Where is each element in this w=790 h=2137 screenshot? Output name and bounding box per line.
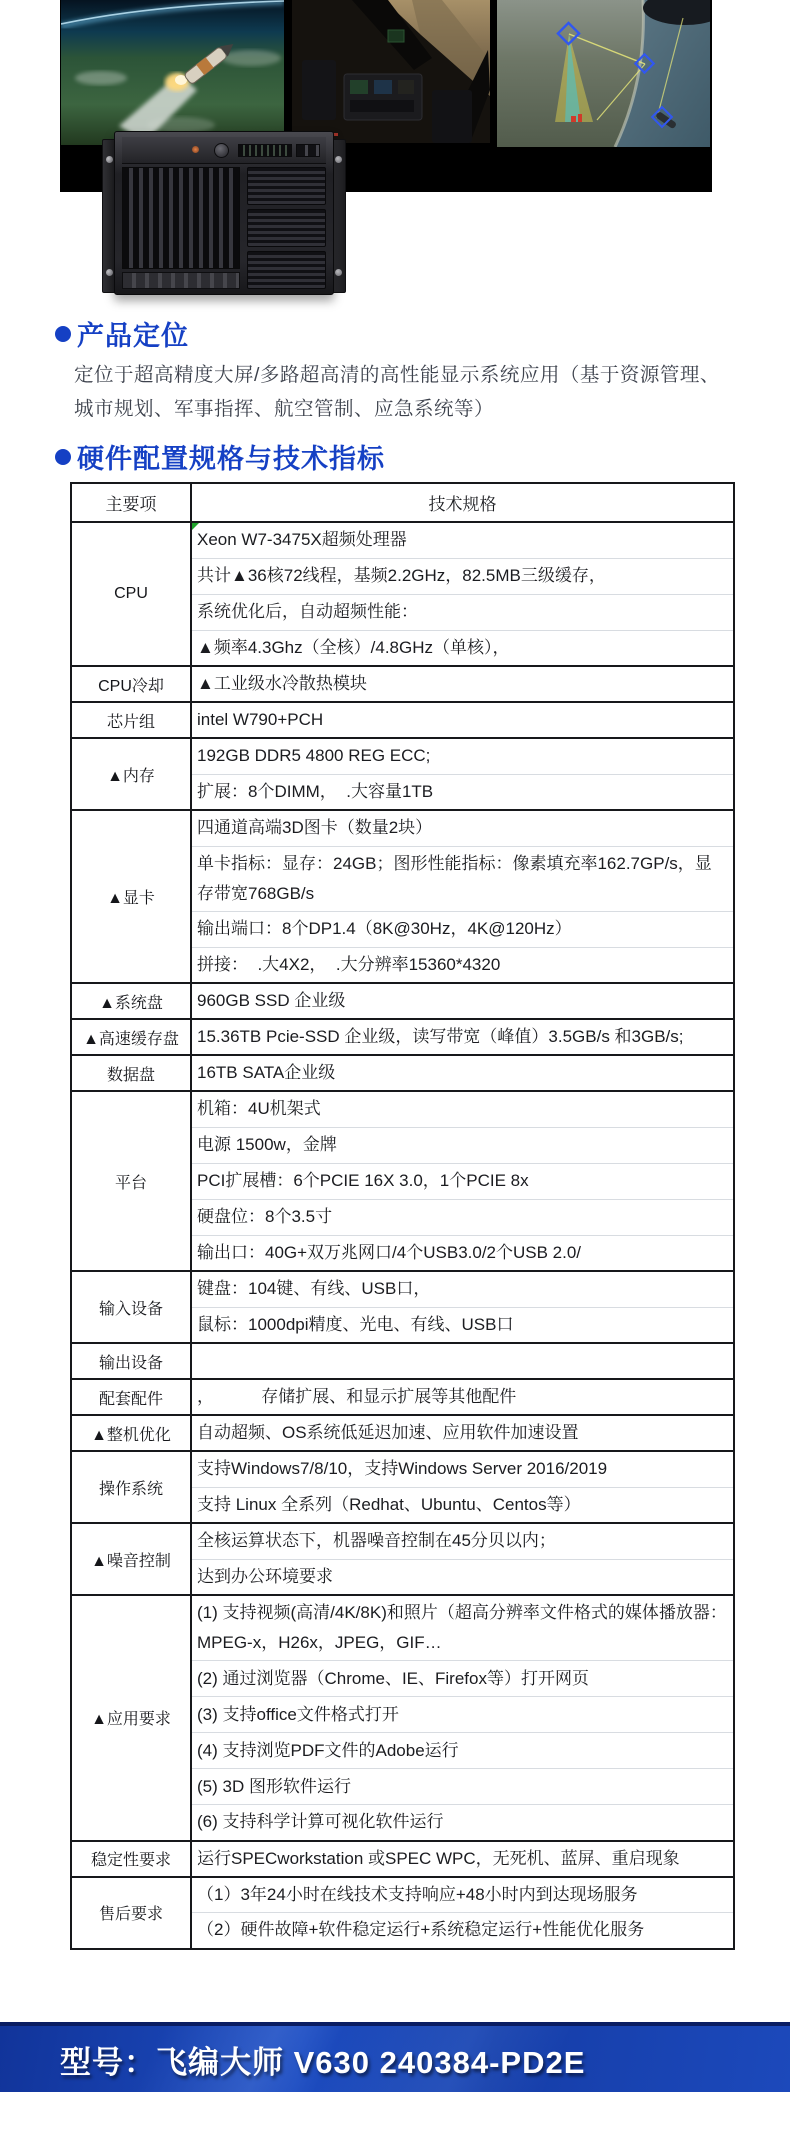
spec-value-cell: 输出端口：8个DP1.4（8K@30Hz，4K@120Hz） <box>197 919 572 938</box>
spec-value-cell: 全核运算状态下，机器噪音控制在45分贝以内； <box>197 1531 556 1551</box>
spec-group <box>71 702 734 738</box>
vent-grille <box>122 167 240 269</box>
spec-value-cell <box>191 1343 734 1379</box>
spec-value-cell: (2) 通过浏览器（Chrome、IE、Firefox等）打开网页 <box>197 1668 589 1688</box>
table-row <box>71 1451 734 1487</box>
specs-section-title <box>55 437 385 476</box>
spec-group <box>71 1055 734 1091</box>
table-row <box>71 666 734 702</box>
spec-value-cell: 支持Windows7/8/10，支持Windows Server 2016/2019 <box>197 1459 608 1479</box>
column-header-item: 主要项 <box>71 483 191 522</box>
drive-bay <box>247 251 326 289</box>
spec-group <box>71 1523 734 1595</box>
spec-value-cell: 扩展：8个DIMM， .大容量1TB <box>197 781 434 801</box>
table-row <box>71 1415 734 1451</box>
spec-group <box>71 1451 734 1523</box>
spec-value-cell: 四通道高端3D图卡（数量2块） <box>197 818 433 838</box>
drive-bay <box>247 167 326 205</box>
spec-group <box>71 1019 734 1055</box>
table-row <box>71 1055 734 1091</box>
table-row <box>71 983 734 1019</box>
spec-value-cell: 硬盘位：8个3.5寸 <box>197 1207 333 1226</box>
spec-item-cell: ▲内存 <box>71 738 191 810</box>
spec-value-cell: （1）3年24小时在线技术支持响应+48小时内到达现场服务 <box>197 1884 638 1904</box>
spec-item-cell: 输出设备 <box>71 1343 191 1379</box>
spec-item-cell: 平台 <box>71 1091 191 1271</box>
spec-group <box>71 1091 734 1271</box>
spec-value-cell: 输出口：40G+双万兆网口/4个USB3.0/2个USB 2.0/ <box>197 1242 582 1262</box>
spec-value-cell: 鼠标：1000dpi精度、光电、有线、USB口 <box>197 1314 514 1334</box>
bullet-icon <box>55 449 71 465</box>
spec-value-cell: 拼接： .大4X2， .大分辨率15360*4320 <box>197 954 501 974</box>
spec-value-cell: （2）硬件故障+软件稳定运行+系统稳定运行+性能优化服务 <box>197 1920 645 1940</box>
spec-group <box>71 1841 734 1877</box>
section-title-text: 硬件配置规格与技术指标 <box>77 444 385 474</box>
spec-group <box>71 1415 734 1451</box>
spec-group <box>71 666 734 702</box>
power-led <box>192 146 199 153</box>
spec-item-cell: 输入设备 <box>71 1271 191 1343</box>
bullet-icon <box>55 326 71 342</box>
spec-value-cell: (4) 支持浏览PDF文件的Adobe运行 <box>197 1740 459 1760</box>
drive-bay <box>247 209 326 247</box>
chassis-top-panel <box>122 137 326 164</box>
table-row <box>71 1343 734 1379</box>
spec-value-cell: 单卡指标：显存：24GB；图形性能指标：像素填充率162.7GP/s，显存带宽768GB/s <box>197 853 712 903</box>
positioning-section-title <box>55 314 189 353</box>
spec-item-cell: ▲噪音控制 <box>71 1523 191 1595</box>
spec-item-cell: CPU冷却 <box>71 666 191 702</box>
spec-value-cell: 机箱：4U机架式 <box>197 1099 321 1119</box>
status-leds <box>238 144 292 157</box>
spec-value-cell: ▲频率4.3Ghz（全核）/4.8GHz（单核）， <box>197 637 510 657</box>
spec-value-cell: Xeon W7-3475X超频处理器 <box>191 522 734 558</box>
spec-value-cell: (1) 支持视频(高清/4K/8K)和照片（超高分辨率文件格式的媒体播放器：MPEG-x，H26x，JPEG，GIF… <box>197 1603 727 1652</box>
spec-value-cell: 自动超频、OS系统低延迟加速、应用软件加速设置 <box>197 1423 579 1442</box>
table-row <box>71 1523 734 1559</box>
spec-value-cell: 支持 Linux 全系列（Redhat、Ubuntu、Centos等） <box>197 1494 581 1514</box>
spec-item-cell: 配套配件 <box>71 1379 191 1415</box>
table-row <box>71 1877 734 1913</box>
spec-value-cell: 达到办公环境要求 <box>197 1566 333 1586</box>
model-number-text: 型号：飞编大师 V630 240384-PD2E <box>60 2044 586 2080</box>
model-banner <box>0 2022 790 2092</box>
spec-item-cell: 芯片组 <box>71 702 191 738</box>
spec-value-cell: 系统优化后，自动超频性能： <box>197 602 418 621</box>
spec-value-cell: 192GB DDR5 4800 REG ECC; <box>197 746 431 766</box>
spec-item-cell: 稳定性要求 <box>71 1841 191 1877</box>
spec-item-cell: CPU <box>71 522 191 666</box>
spec-value-cell: 16TB SATA企业级 <box>197 1063 336 1082</box>
spec-value-cell: 共计▲36核72线程，基频2.2GHz，82.5MB三级缓存， <box>197 566 606 585</box>
table-row <box>71 522 734 558</box>
spec-value-cell: 键盘：104键、有线、USB口， <box>197 1279 431 1299</box>
spec-group <box>71 983 734 1019</box>
spec-item-cell: 数据盘 <box>71 1055 191 1091</box>
spec-table <box>70 482 735 1950</box>
table-row <box>71 1019 734 1055</box>
spec-value-cell: intel W790+PCH <box>197 710 324 729</box>
spec-value-cell: 15.36TB Pcie-SSD 企业级，读写带宽（峰值）3.5GB/s 和3GB/s; <box>197 1027 684 1046</box>
column-header-spec: 技术规格 <box>428 495 497 514</box>
table-row <box>71 738 734 774</box>
spec-item-cell: ▲显卡 <box>71 810 191 983</box>
missile-launch-image <box>61 0 284 145</box>
spec-value-cell: (5) 3D 图形软件运行 <box>197 1776 351 1796</box>
spec-value-cell: (6) 支持科学计算可视化软件运行 <box>197 1812 444 1832</box>
spec-item-cell: ▲系统盘 <box>71 983 191 1019</box>
spec-item-cell: ▲应用要求 <box>71 1595 191 1841</box>
spec-value-cell: PCI扩展槽：6个PCIE 16X 3.0，1个PCIE 8x <box>197 1171 529 1190</box>
spec-item-cell: ▲整机优化 <box>71 1415 191 1451</box>
table-row <box>71 1091 734 1127</box>
table-row <box>71 810 734 846</box>
spec-group <box>71 1343 734 1379</box>
drive-bays <box>247 167 326 289</box>
spec-group <box>71 1877 734 1949</box>
section-title-text: 产品定位 <box>77 321 189 351</box>
cockpit-image <box>292 0 490 143</box>
spec-group <box>71 738 734 810</box>
table-row <box>71 1271 734 1307</box>
spec-value-cell: 电源 1500w，金牌 <box>197 1135 337 1154</box>
spec-group <box>71 1595 734 1841</box>
spec-item-cell: 操作系统 <box>71 1451 191 1523</box>
surveillance-map-image <box>497 0 710 147</box>
positioning-body-text: 定位于超高精度大屏/多路超高清的高性能显示系统应用（基于资源管理、城市规划、军事指挥、航空管制、应急系统等） <box>74 364 720 420</box>
spec-value-cell: ， 存储扩展、和显示扩展等其他配件 <box>197 1387 517 1406</box>
server-chassis-image <box>100 125 348 315</box>
spec-item-cell: 售后要求 <box>71 1877 191 1949</box>
table-row <box>71 1595 734 1661</box>
spec-group <box>71 810 734 983</box>
table-header-row <box>71 483 734 522</box>
spec-group <box>71 1271 734 1343</box>
front-lock <box>214 143 229 158</box>
table-row <box>71 1841 734 1877</box>
usb-ports <box>296 144 320 157</box>
spec-group <box>71 1379 734 1415</box>
spec-group <box>71 522 734 666</box>
spec-value-cell: (3) 支持office文件格式打开 <box>197 1704 399 1724</box>
green-corner-marker <box>192 523 199 530</box>
spec-value-cell: 960GB SSD 企业级 <box>197 991 346 1010</box>
table-row <box>71 702 734 738</box>
chassis-body <box>114 131 334 295</box>
table-row <box>71 1379 734 1415</box>
spec-value-cell: ▲工业级水冷散热模块 <box>197 674 367 693</box>
spec-item-cell: ▲高速缓存盘 <box>71 1019 191 1055</box>
drive-bay-labels <box>122 272 240 289</box>
spec-value-cell: 运行SPECworkstation 或SPEC WPC，无死机、蓝屏、重启现象 <box>197 1848 680 1868</box>
